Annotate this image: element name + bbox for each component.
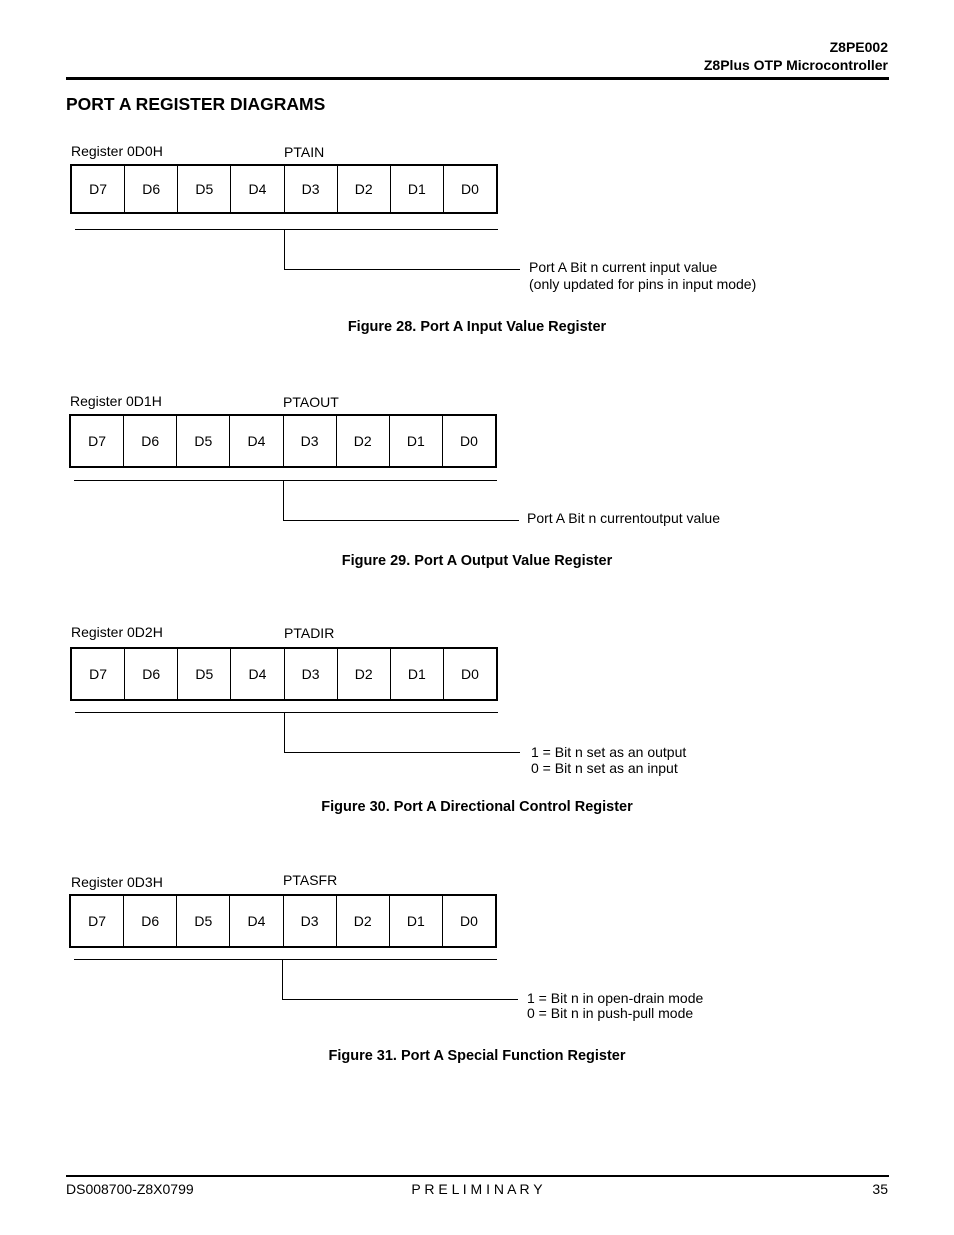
description-line: 1 = Bit n set as an output <box>531 744 687 760</box>
bit-cell-d0: D0 <box>460 181 479 197</box>
bit-cell-d3: D3 <box>284 416 337 466</box>
bit-cell-d2: D2 <box>337 896 390 946</box>
register-name: PTAOUT <box>283 394 339 410</box>
header-product-name: Z8Plus OTP Microcontroller <box>703 57 888 73</box>
bit-cell-d1: D1 <box>390 896 443 946</box>
figure-caption: Figure 30. Port A Directional Control Register <box>321 799 633 815</box>
bit-cell-d0: D0 <box>459 433 478 449</box>
section-title: PORT A REGISTER DIAGRAMS <box>66 94 326 114</box>
leader-vertical <box>284 712 285 752</box>
bit-cell-d4: D4 <box>230 416 283 466</box>
description-line: (only updated for pins in input mode) <box>529 276 757 292</box>
bit-cell-d6: D6 <box>124 896 177 946</box>
bit-span-line <box>74 959 497 960</box>
register-address: Register 0D3H <box>71 874 163 890</box>
description-line: 0 = Bit n set as an input <box>531 760 678 776</box>
leader-vertical <box>284 229 285 269</box>
bit-cell-d6: D6 <box>124 416 177 466</box>
bit-cell-d0: D0 <box>459 913 478 929</box>
bit-cell-d4: D4 <box>231 649 284 699</box>
figure-caption: Figure 31. Port A Special Function Register <box>328 1048 626 1064</box>
bit-span-line <box>74 480 497 481</box>
bit-cell-d4: D4 <box>230 896 283 946</box>
bit-cell-d1: D1 <box>391 649 444 699</box>
bit-cell-d7: D7 <box>72 166 125 212</box>
description-line: Port A Bit n currentoutput value <box>527 510 721 526</box>
bit-cell-d5: D5 <box>177 416 230 466</box>
header-rule <box>66 77 889 80</box>
bit-cell-d4: D4 <box>231 166 284 212</box>
bit-field-row <box>70 164 498 214</box>
bit-cell-d6: D6 <box>125 649 178 699</box>
description-line: 1 = Bit n in open-drain mode <box>527 990 704 1006</box>
bit-span-line <box>75 712 498 713</box>
footer-doc-id: DS008700-Z8X0799 <box>66 1181 194 1197</box>
bit-cell-d7: D7 <box>72 649 125 699</box>
register-name: PTADIR <box>284 625 335 641</box>
description-line: 0 = Bit n in push-pull mode <box>527 1005 694 1021</box>
bit-cell-d1: D1 <box>390 416 443 466</box>
bit-cell-d7: D7 <box>71 896 124 946</box>
bit-cell-d2: D2 <box>338 649 391 699</box>
register-address: Register 0D1H <box>70 393 162 409</box>
description-line: Port A Bit n current input value <box>529 259 718 275</box>
bit-cell-d3: D3 <box>285 649 338 699</box>
bit-description <box>527 510 720 527</box>
register-name: PTASFR <box>283 872 338 888</box>
bit-cell-d7: D7 <box>71 416 124 466</box>
figure-caption: Figure 28. Port A Input Value Register <box>347 319 607 335</box>
bit-cell-d1: D1 <box>391 166 444 212</box>
figure-caption: Figure 29. Port A Output Value Register <box>341 553 613 569</box>
leader-vertical <box>283 480 284 520</box>
leader-horizontal <box>282 999 518 1000</box>
leader-vertical <box>282 959 283 999</box>
footer-rule <box>66 1175 889 1177</box>
header-part-number: Z8PE002 <box>829 39 888 55</box>
bit-description <box>527 991 703 1021</box>
bit-cell-d6: D6 <box>125 166 178 212</box>
leader-horizontal <box>284 752 520 753</box>
leader-horizontal <box>283 520 519 521</box>
bit-cell-d2: D2 <box>337 416 390 466</box>
bit-field-row <box>69 414 497 468</box>
bit-description <box>531 744 686 776</box>
leader-horizontal <box>284 269 520 270</box>
bit-cell-d2: D2 <box>338 166 391 212</box>
bit-cell-d0: D0 <box>460 666 479 682</box>
bit-field-row <box>69 894 497 948</box>
footer-page-number: 35 <box>872 1181 888 1197</box>
bit-cell-d5: D5 <box>178 649 231 699</box>
bit-span-line <box>75 229 498 230</box>
register-name: PTAIN <box>284 144 325 160</box>
bit-description <box>529 259 756 293</box>
bit-cell-d5: D5 <box>178 166 231 212</box>
bit-cell-d3: D3 <box>285 166 338 212</box>
register-address: Register 0D0H <box>71 143 163 159</box>
footer-status: P R E L I M I N A R Y <box>411 1181 543 1197</box>
register-address: Register 0D2H <box>71 624 163 640</box>
bit-cell-d5: D5 <box>177 896 230 946</box>
bit-cell-d3: D3 <box>284 896 337 946</box>
bit-field-row <box>70 647 498 701</box>
